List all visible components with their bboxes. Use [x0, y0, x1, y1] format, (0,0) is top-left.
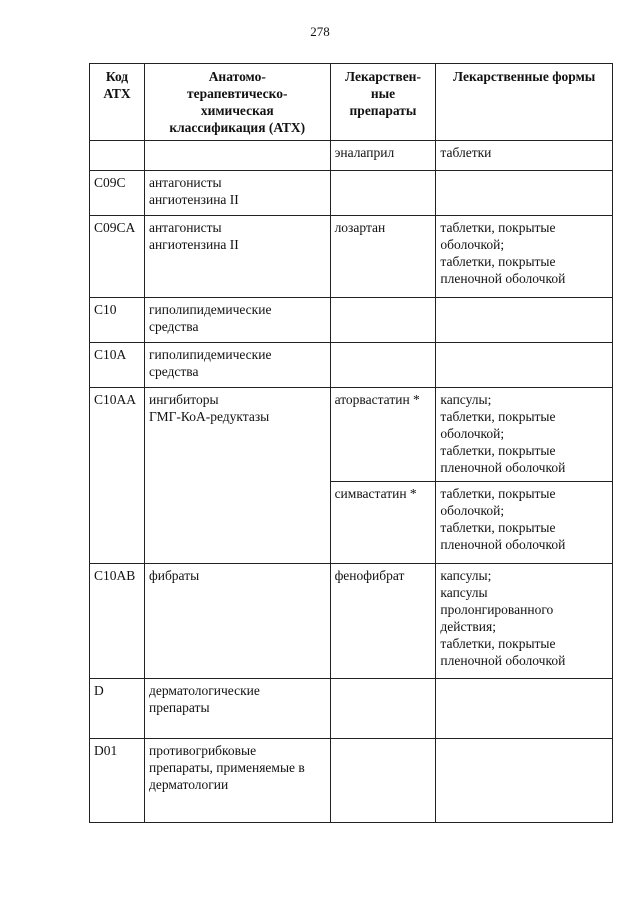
drug-cell	[330, 739, 436, 823]
header-drugs: Лекарствен- ные препараты	[330, 64, 436, 141]
drug-cell	[330, 679, 436, 739]
classification-cell: гиполипидемические средства	[144, 343, 330, 388]
dosage-forms-cell: капсулы; таблетки, покрытые оболочкой; таблетки, покрытые пленочной оболочкой	[436, 388, 613, 482]
classification-cell: дерматологические препараты	[144, 679, 330, 739]
classification-cell: ингибиторы ГМГ-КоА-редуктазы	[144, 388, 330, 564]
drug-cell	[330, 171, 436, 216]
drug-cell	[330, 343, 436, 388]
drug-cell: фенофибрат	[330, 564, 436, 679]
classification-cell: антагонисты ангиотензина II	[144, 171, 330, 216]
dosage-forms-cell: таблетки, покрытые оболочкой; таблетки, покрытые пленочной оболочкой	[436, 482, 613, 564]
table-row	[90, 388, 613, 482]
drug-cell: симвастатин *	[330, 482, 436, 564]
dosage-forms-cell	[436, 679, 613, 739]
atx-code-cell: C09C	[90, 171, 145, 216]
table-row	[90, 216, 613, 298]
dosage-forms-cell	[436, 171, 613, 216]
table-header-row	[90, 64, 613, 141]
atx-code-cell	[90, 141, 145, 171]
atx-code-cell: C10	[90, 298, 145, 343]
atx-code-cell: C09CA	[90, 216, 145, 298]
table-row	[90, 343, 613, 388]
table-row	[90, 141, 613, 171]
classification-cell	[144, 141, 330, 171]
atx-code-cell: C10AB	[90, 564, 145, 679]
table-row	[90, 739, 613, 823]
atx-code-cell: C10AA	[90, 388, 145, 564]
dosage-forms-cell	[436, 298, 613, 343]
header-forms: Лекарственные формы	[436, 64, 613, 141]
dosage-forms-cell	[436, 739, 613, 823]
classification-cell: фибраты	[144, 564, 330, 679]
dosage-forms-cell: капсулы; капсулы пролонгированного действия; таблетки, покрытые пленочной оболочкой	[436, 564, 613, 679]
dosage-forms-cell: таблетки	[436, 141, 613, 171]
header-classification: Анатомо- терапевтическо- химическая классификация (АТХ)	[144, 64, 330, 141]
atx-code-cell: C10A	[90, 343, 145, 388]
page-number: 278	[310, 24, 330, 39]
drug-cell: аторвастатин *	[330, 388, 436, 482]
atx-table	[89, 63, 613, 823]
table-row	[90, 298, 613, 343]
drug-cell: лозартан	[330, 216, 436, 298]
dosage-forms-cell: таблетки, покрытые оболочкой; таблетки, покрытые пленочной оболочкой	[436, 216, 613, 298]
atx-code-cell: D01	[90, 739, 145, 823]
classification-cell: гиполипидемические средства	[144, 298, 330, 343]
dosage-forms-cell	[436, 343, 613, 388]
drug-cell: эналаприл	[330, 141, 436, 171]
classification-cell: антагонисты ангиотензина II	[144, 216, 330, 298]
drug-cell	[330, 298, 436, 343]
table-row	[90, 564, 613, 679]
classification-cell: противогрибковые препараты, применяемые в дерматологии	[144, 739, 330, 823]
header-code: Код АТХ	[90, 64, 145, 141]
table-row	[90, 679, 613, 739]
atx-code-cell: D	[90, 679, 145, 739]
table-row	[90, 171, 613, 216]
